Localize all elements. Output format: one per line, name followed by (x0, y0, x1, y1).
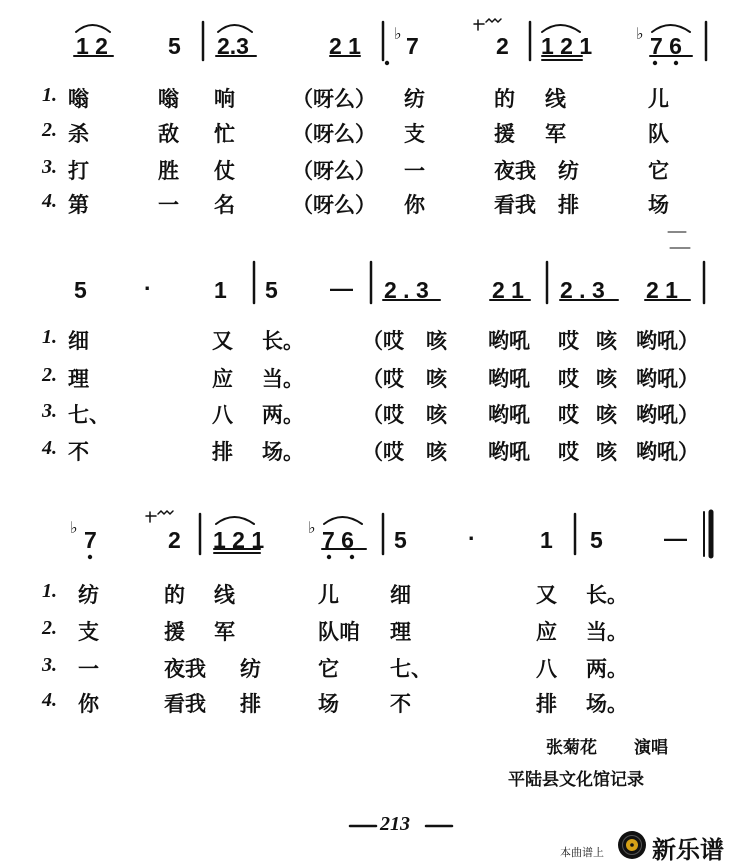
lyric: 援 (494, 122, 515, 146)
singer-name: 张菊花 (546, 738, 597, 758)
lyric: 支 (404, 122, 425, 146)
lyric: 咳 (426, 440, 447, 464)
note: 1 (540, 527, 553, 553)
note: 2 . 3 (560, 277, 605, 303)
lyric: 两。 (586, 657, 628, 681)
lyric: 你 (78, 692, 99, 716)
verse-number: 2. (42, 364, 57, 386)
slur (542, 25, 580, 32)
watermark-caption: 本曲谱上 (560, 846, 604, 859)
low-octave-dot (385, 61, 389, 65)
lyric: 忙 (214, 122, 235, 146)
ornament-mark (474, 19, 501, 30)
note: 2 (168, 527, 181, 553)
note: 5 (590, 527, 603, 553)
lyric: 儿 (318, 583, 339, 607)
lyric: 细 (390, 583, 411, 607)
dot: · (468, 525, 476, 551)
slur (324, 517, 362, 524)
note: 1 2 1 (213, 527, 265, 553)
lyric: 响 (214, 87, 235, 111)
lyric: 排 (240, 692, 261, 716)
watermark-brand[interactable]: 新乐谱 (652, 836, 724, 864)
note: 2 1 (329, 33, 361, 59)
lyric: （呀么） (292, 159, 376, 183)
lyric: 又 (212, 329, 233, 353)
lyric: 它 (648, 159, 669, 183)
lyric: 纺 (78, 583, 99, 607)
note: 7 6 (322, 527, 354, 553)
lyric: 一 (158, 193, 179, 217)
dot: · (144, 275, 152, 301)
lyric: 胜 (158, 159, 179, 183)
lyric: 线 (214, 583, 235, 607)
lyric: 咳 (596, 403, 617, 427)
lyric: 理 (390, 620, 411, 644)
slur (218, 25, 252, 32)
lyric: 援 (164, 620, 185, 644)
flat-sign: ♭ (636, 26, 644, 43)
lyric: 一 (78, 657, 99, 681)
flat-sign: ♭ (308, 520, 316, 537)
note: 7 6 (650, 33, 682, 59)
lyric: 军 (545, 122, 566, 146)
note: 1 (214, 277, 227, 303)
lyric: （呀么） (292, 122, 376, 146)
low-octave-dot (88, 555, 92, 559)
singer-role: 演唱 (634, 738, 668, 758)
lyric: 咳 (596, 440, 617, 464)
lyric: 敌 (158, 122, 179, 146)
lyric: 应 (212, 367, 233, 391)
lyric: 咳 (426, 403, 447, 427)
note: 2 1 (646, 277, 678, 303)
flat-sign: ♭ (70, 520, 78, 537)
lyric: 打 (68, 159, 89, 183)
lyric: 两。 (262, 403, 304, 427)
note: 2 (496, 33, 509, 59)
lyric: 嗡 (68, 87, 89, 111)
verse-number: 4. (42, 689, 57, 711)
lyric: 理 (68, 367, 89, 391)
lyric: 细 (68, 329, 89, 353)
low-octave-dot (350, 555, 354, 559)
lyric: 排 (558, 193, 579, 217)
flat-sign: ♭ (394, 26, 402, 43)
lyric: 哟吼 (488, 367, 530, 391)
note: 2 1 (492, 277, 524, 303)
lyric: （呀么） (292, 193, 376, 217)
lyric: 不 (68, 440, 89, 464)
dash: — (330, 275, 353, 301)
lyric: 它 (318, 657, 339, 681)
verse-number: 3. (42, 156, 57, 178)
note: 7 (84, 527, 97, 553)
lyric: （哎 (362, 403, 404, 427)
lyric: 你 (404, 193, 425, 217)
note: 2.3 (217, 33, 249, 59)
lyric: 咳 (596, 329, 617, 353)
lyric: 七、 (68, 403, 110, 427)
low-octave-dot (327, 555, 331, 559)
lyric: 八 (212, 403, 233, 427)
verse-number: 2. (42, 617, 57, 639)
verse-number: 3. (42, 400, 57, 422)
lyric: 不 (390, 692, 411, 716)
lyric: 哎 (558, 440, 579, 464)
lyric: 一 (404, 159, 425, 183)
slur (652, 25, 690, 32)
lyric: 看我 (164, 692, 206, 716)
lyric: 又 (536, 583, 557, 607)
ornament-mark (146, 511, 173, 522)
lyric: （哎 (362, 329, 404, 353)
lyric: 纺 (240, 657, 261, 681)
lyric: 名 (214, 193, 235, 217)
lyric: 纺 (558, 159, 579, 183)
verse-number: 4. (42, 190, 57, 212)
note: 5 (265, 277, 278, 303)
note: 5 (74, 277, 87, 303)
page-number: 213 (380, 813, 410, 835)
note: 7 (406, 33, 419, 59)
lyric: 七、 (390, 657, 432, 681)
recorder-credit: 平陆县文化馆记录 (508, 770, 644, 790)
lyric: 当。 (262, 367, 304, 391)
lyric: 纺 (404, 87, 425, 111)
verse-number: 1. (42, 326, 57, 348)
note: 5 (168, 33, 181, 59)
lyric: 场 (318, 692, 339, 716)
lyric: 应 (536, 620, 557, 644)
note: 5 (394, 527, 407, 553)
note: 1 2 1 (541, 33, 593, 59)
lyric: 哟吼） (636, 440, 699, 464)
lyric: 哟吼） (636, 403, 699, 427)
lyric: 长。 (586, 583, 628, 607)
lyric: 场。 (262, 440, 304, 464)
low-octave-dot (653, 61, 657, 65)
slur (76, 25, 110, 32)
lyric: 第 (68, 193, 89, 217)
note: 1 2 (76, 33, 108, 59)
lyric: 咳 (426, 367, 447, 391)
lyric: 哎 (558, 329, 579, 353)
lyric: 儿 (648, 87, 669, 111)
verse-number: 1. (42, 84, 57, 106)
lyric: 哟吼） (636, 329, 699, 353)
lyric: 哎 (558, 403, 579, 427)
lyric: （呀么） (292, 87, 376, 111)
lyric: 排 (212, 440, 233, 464)
vinyl-record-icon (617, 830, 647, 860)
lyric: 的 (164, 583, 185, 607)
lyric: 嗡 (158, 87, 179, 111)
lyric: 队 (648, 122, 669, 146)
verse-number: 3. (42, 654, 57, 676)
lyric: 八 (536, 657, 557, 681)
lyric: 支 (78, 620, 99, 644)
lyric: 队咱 (318, 620, 360, 644)
low-octave-dot (674, 61, 678, 65)
lyric: 排 (536, 692, 557, 716)
lyric: 线 (545, 87, 566, 111)
lyric: 长。 (262, 329, 304, 353)
lyric: 的 (494, 87, 515, 111)
lyric: 咳 (596, 367, 617, 391)
verse-number: 1. (42, 580, 57, 602)
lyric: 夜我 (494, 159, 536, 183)
lyric: 当。 (586, 620, 628, 644)
lyric: 哟吼 (488, 329, 530, 353)
lyric: 场 (648, 193, 669, 217)
lyric: 哎 (558, 367, 579, 391)
lyric: （哎 (362, 440, 404, 464)
lyric: 场。 (586, 692, 628, 716)
lyric: 哟吼 (488, 403, 530, 427)
lyric: 仗 (214, 159, 235, 183)
lyric: 看我 (494, 193, 536, 217)
lyric: （哎 (362, 367, 404, 391)
dash: — (664, 525, 687, 551)
verse-number: 4. (42, 437, 57, 459)
lyric: 军 (214, 620, 235, 644)
lyric: 夜我 (164, 657, 206, 681)
slur (216, 517, 254, 524)
lyric: 杀 (68, 122, 89, 146)
lyric: 哟吼 (488, 440, 530, 464)
lyric: 哟吼） (636, 367, 699, 391)
lyric: 咳 (426, 329, 447, 353)
verse-number: 2. (42, 119, 57, 141)
note: 2 . 3 (384, 277, 429, 303)
